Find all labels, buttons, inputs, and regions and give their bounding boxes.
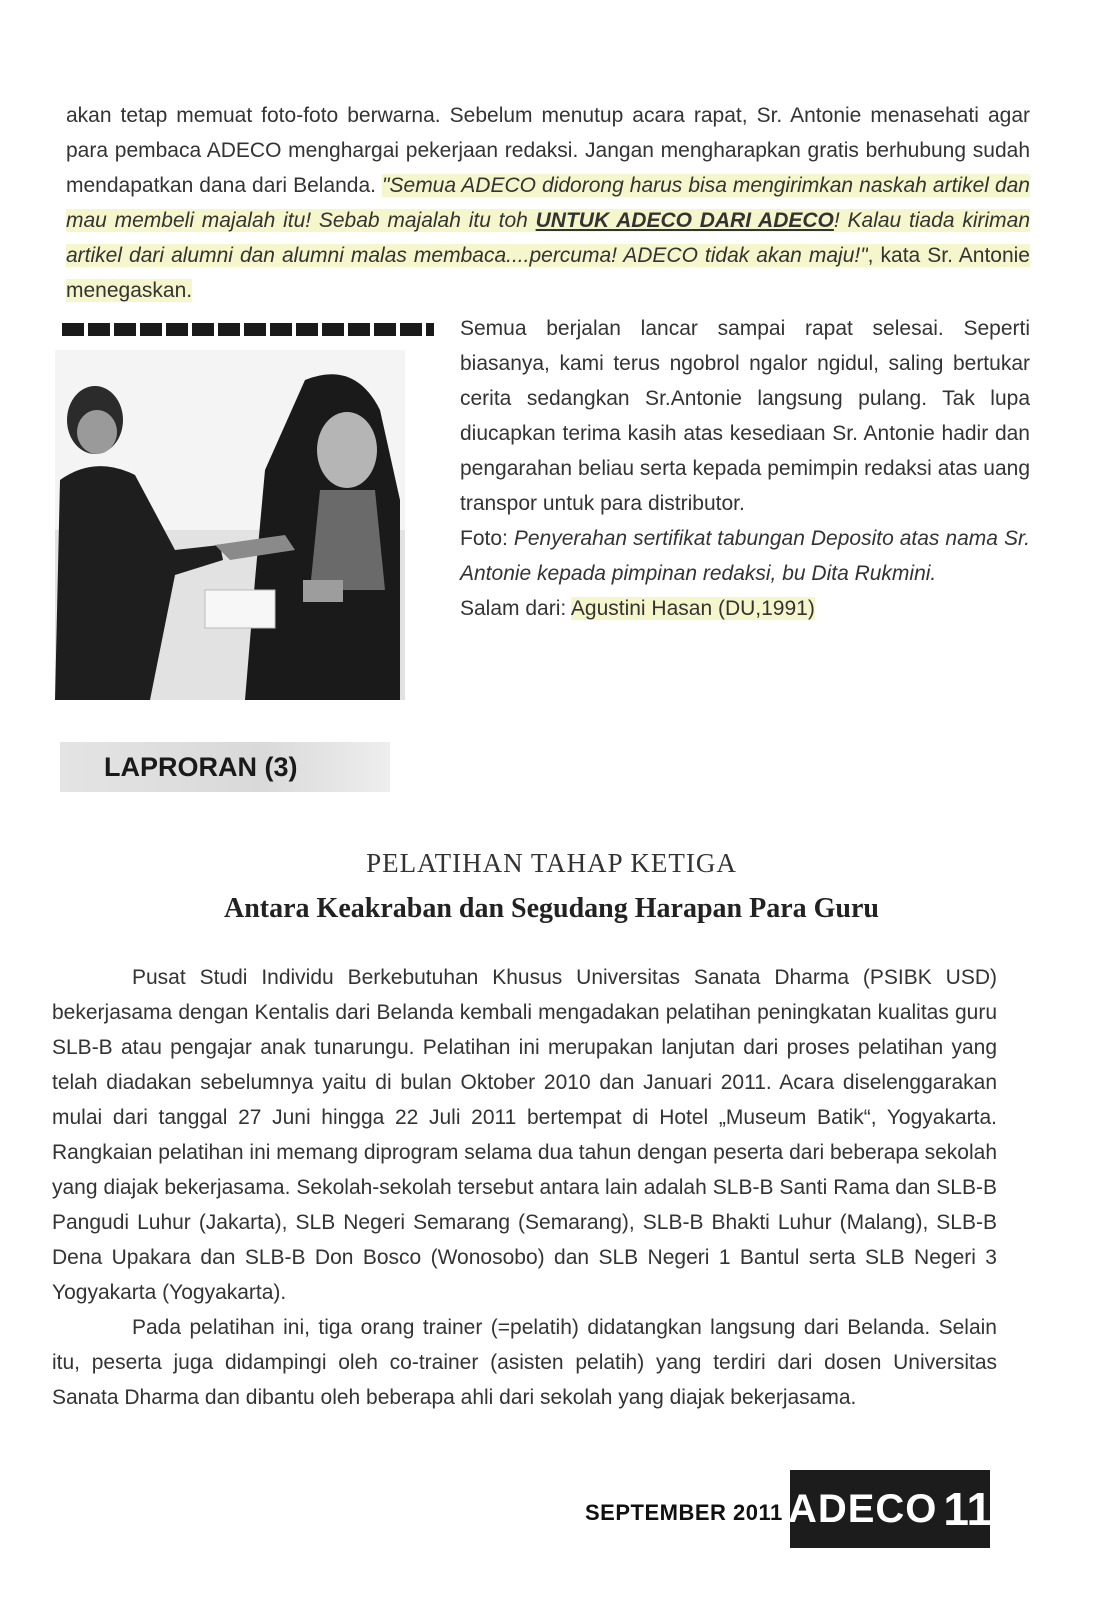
quote-emphasis: UNTUK ADECO DARI ADECO	[535, 209, 834, 232]
greeting	[460, 591, 1030, 626]
caption-text: Penyerahan sertifikat tabungan Deposito atas nama Sr. Antonie kepada pimpinan redaksi, bu Dita Rukmini.	[460, 527, 1030, 585]
article-paragraph: Pada pelatihan ini, tiga orang trainer (=pelatih) didatangkan langsung dari Belanda. Selain itu, peserta juga didampingi oleh co-trainer (asisten pelatih) yang terdiri dari dosen Universitas Sanata Dharma dan dibantu oleh beberapa ahli dari sekolah yang diajak bekerjasama.	[52, 1316, 997, 1409]
article-kicker: PELATIHAN TAHAP KETIGA	[366, 848, 737, 878]
caption-label: Foto:	[460, 527, 514, 550]
article-title: Antara Keakraban dan Segudang Harapan Para Guru	[224, 893, 879, 924]
greeting-label: Salam dari:	[460, 597, 571, 620]
greeting-name: Agustini Hasan (DU,1991)	[570, 597, 815, 620]
certificate-handover-photo	[55, 350, 405, 700]
magazine-name: ADECO	[787, 1486, 938, 1531]
top-paragraph-plain: akan tetap memuat foto-foto berwarna. Sebelum menutup acara rapat, Sr. Antonie menasehati agar para pembaca ADECO menghargai pekerjaan redaksi. Jangan mengharapkan gratis berhubung sudah mendapatkan dana dari Belanda.	[66, 104, 1030, 197]
top-paragraph	[66, 98, 1030, 308]
photo-header-bar	[62, 323, 434, 336]
meeting-paragraph: Semua berjalan lancar sampai rapat selesai. Seperti biasanya, kami terus ngobrol ngalor ngidul, saling bertukar cerita sedangkan Sr.Antonie langsung pulang. Tak lupa diucapkan terima kasih atas kesediaan Sr. Antonie hadir dan pengarahan beliau serta kepada pemimpin redaksi atas uang transpor untuk para distributor.	[460, 317, 1030, 515]
top-paragraph-tail: , kata Sr. Antonie menegaskan.	[66, 244, 1030, 302]
page-number: 11	[943, 1483, 993, 1535]
footer-date: SEPTEMBER 2011	[585, 1500, 783, 1525]
quote-part-b: ! Kalau tiada kiriman artikel dari alumni dan alumni malas membaca....percuma! ADECO tidak akan maju!"	[66, 209, 1030, 267]
section-label: LAPRORAN (3)	[60, 742, 390, 792]
photo-caption	[460, 521, 1030, 591]
article-paragraph: Pusat Studi Individu Berkebutuhan Khusus Universitas Sanata Dharma (PSIBK USD) bekerjasama dengan Kentalis dari Belanda kembali mengadakan pelatihan peningkatan kualitas guru SLB-B atau pengajar anak tunarungu. Pelatihan ini merupakan lanjutan dari proses pelatihan yang telah diadakan sebelumnya yaitu di bulan Oktober 2010 dan Januari 2011. Acara diselenggarakan mulai dari tanggal 27 Juni hingga 22 Juli 2011 bertempat di Hotel „Museum Batik“, Yogyakarta. Rangkaian pelatihan ini memang diprogram selama dua tahun dengan peserta dari beberapa sekolah yang diajak bekerjasama. Sekolah-sekolah tersebut antara lain adalah SLB-B Santi Rama dan SLB-B Pangudi Luhur (Jakarta), SLB Negeri Semarang (Semarang), SLB-B Bhakti Luhur (Malang), SLB-B Dena Upakara dan SLB-B Don Bosco (Wonosobo) dan SLB Negeri 1 Bantul serta SLB Negeri 3 Yogyakarta (Yogyakarta).	[52, 966, 997, 1304]
quote-part-a: "Semua ADECO didorong harus bisa mengirimkan naskah artikel dan mau membeli majalah itu! Sebab majalah itu toh	[66, 174, 1030, 232]
footer-magazine-badge	[787, 1470, 993, 1548]
article-body	[52, 960, 997, 1415]
right-column	[460, 311, 1030, 626]
